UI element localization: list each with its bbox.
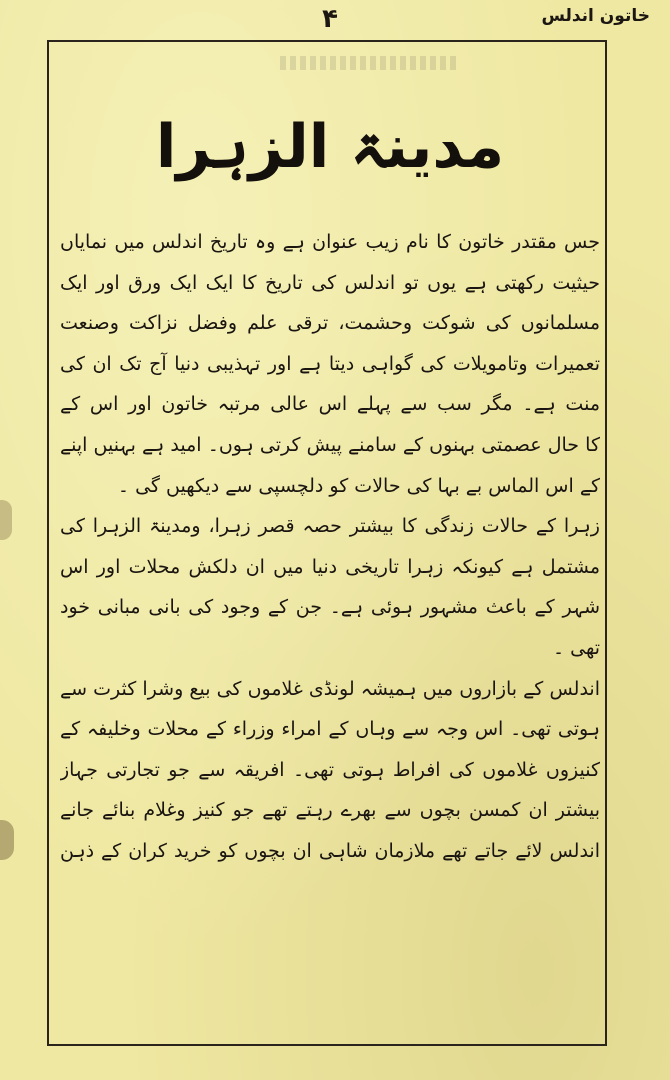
text-line: بیشتر ان کمسن بچوں سے بھرے رہتے تھے جو کنیز وغلام بنائے جانے bbox=[60, 799, 600, 822]
text-line: اندلس لائے جاتے تھے ملازمان شاہی ان بچوں کو خرید کران کے ذہن bbox=[60, 839, 600, 862]
text-line: تھی ۔ bbox=[552, 636, 600, 659]
page-edge-stain bbox=[0, 500, 12, 540]
text-line: کے اس الماس بے بہا کی حالات کو دلچسپی سے دیکھیں گی ۔ bbox=[117, 474, 600, 497]
text-line: مشتمل ہے کیونکہ زہرا تاریخی دنیا میں ان دلکش محلات اور اس bbox=[60, 555, 600, 578]
page-edge-stain bbox=[0, 820, 14, 860]
text-line: کنیزوں غلاموں کی افراط ہوتی تھی۔ افریقہ سے جو تجارتی جہاز bbox=[60, 758, 600, 781]
text-line: تعمیرات وتامویلات کی گواہی دیتا ہے اور تہذیبی دنیا آج تک ان کی bbox=[60, 352, 600, 375]
body-text bbox=[60, 222, 600, 872]
text-line: زہرا کے حالات زندگی کا بیشتر حصہ قصر زہرا، ومدینۃ الزہرا کی bbox=[60, 515, 600, 538]
chapter-title: مدینۃ الزہرا bbox=[155, 112, 505, 182]
text-line: ہوتی تھی۔ اس وجہ سے وہاں کے امراء وزراء کے محلات وخلیفہ کے bbox=[60, 718, 600, 741]
page-number: ۴ bbox=[322, 4, 338, 34]
text-line: اندلس کے بازاروں میں ہمیشہ لونڈی غلاموں کی بیع وشرا کثرت سے bbox=[60, 677, 600, 700]
text-line: مسلمانوں کی شوکت وحشمت، ترقی علم وفضل نزاکت وصنعت bbox=[60, 312, 600, 335]
running-header-title: خاتون اندلس bbox=[541, 6, 650, 26]
text-line: منت ہے۔ مگر سب سے پہلے اس عالی مرتبہ خاتون اور اس کے bbox=[60, 393, 600, 416]
text-line: شہر کے باعث مشہور ہوئی ہے۔ جن کے وجود کی بانی مبانی خود bbox=[60, 596, 600, 619]
text-line: حیثیت رکھتی ہے یوں تو اندلس کی تاریخ کا ایک ایک ورق اور ایک bbox=[60, 271, 600, 294]
text-line: کا حال عصمتی بہنوں کے سامنے پیش کرتی ہوں۔ امید ہے بہنیں اپنے bbox=[60, 433, 600, 456]
text-line: جس مقتدر خاتون کا نام زیب عنوان ہے وہ تاریخ اندلس میں نمایاں bbox=[60, 231, 600, 253]
bleed-through-text bbox=[280, 56, 460, 70]
